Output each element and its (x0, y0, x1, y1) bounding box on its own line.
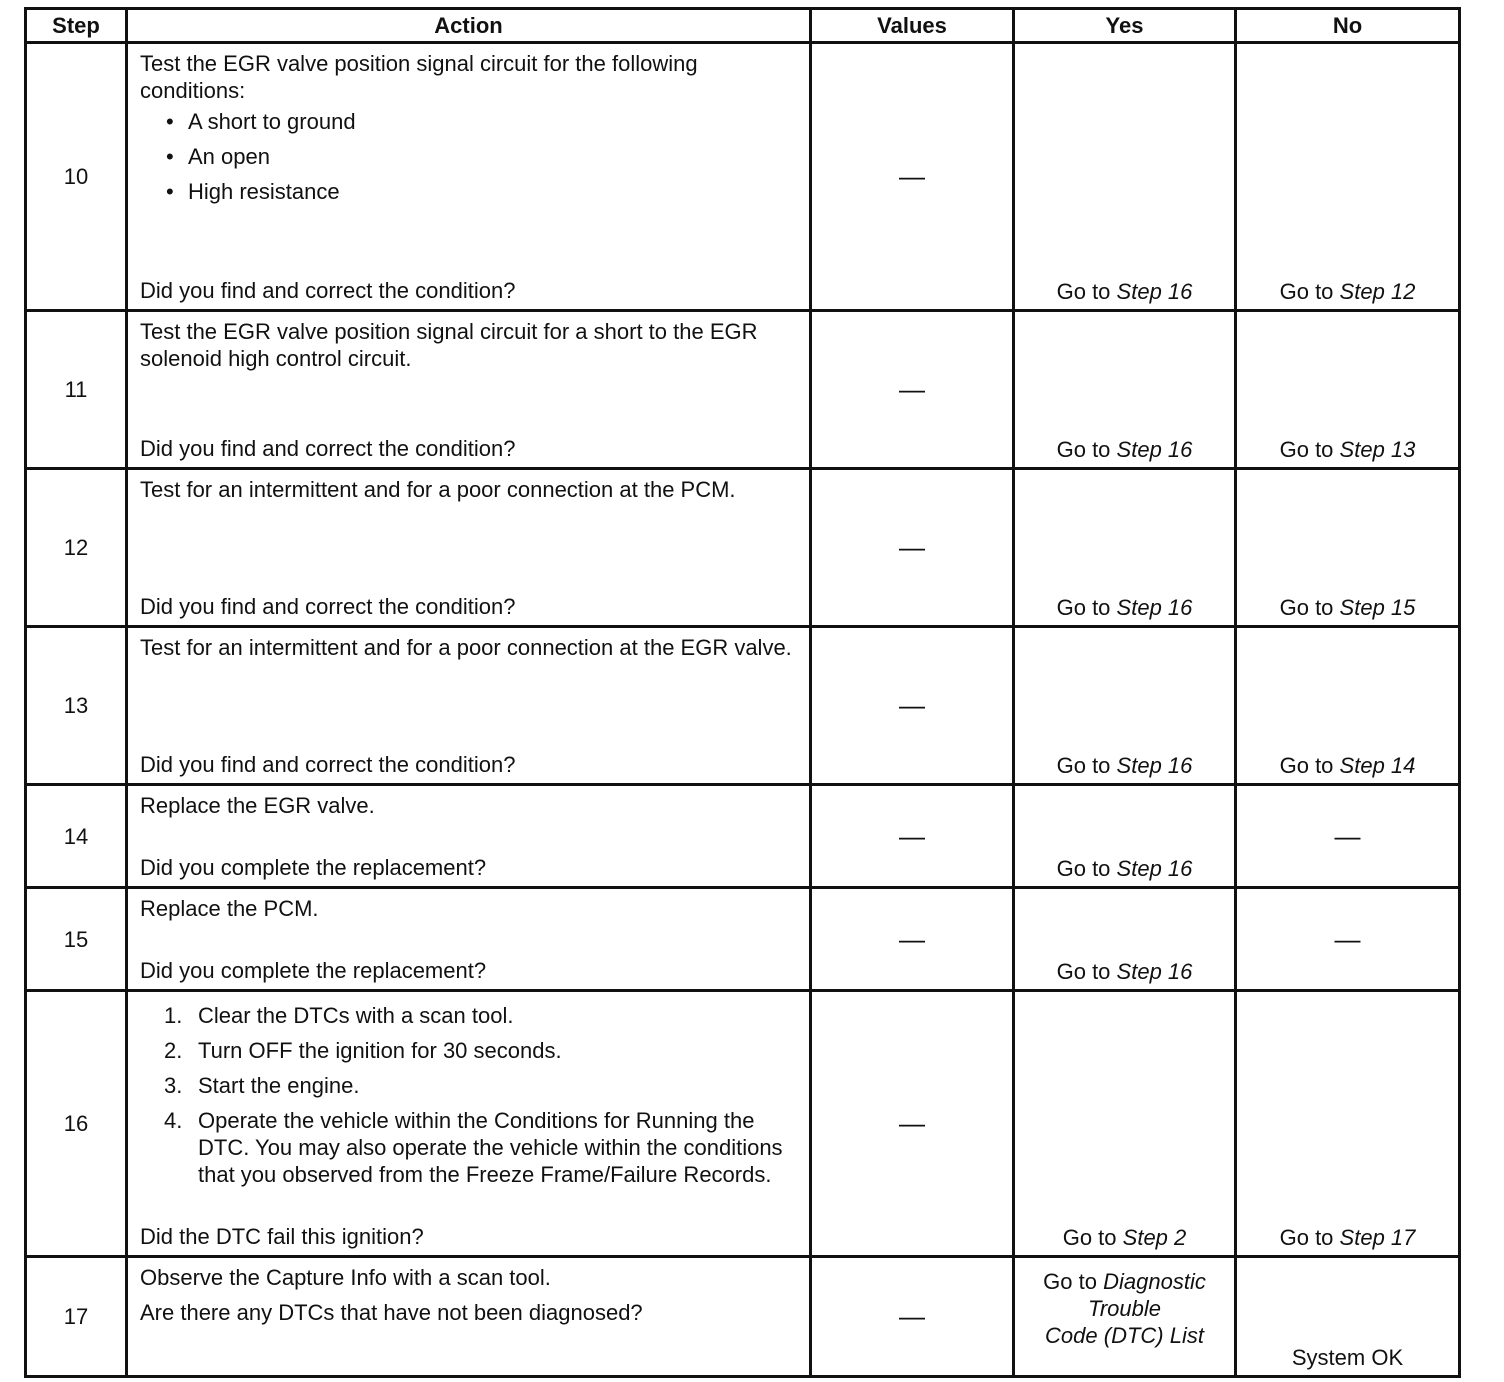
list-number: 1. (164, 1003, 183, 1028)
values-cell: — (811, 627, 1014, 785)
table-row-step-12 (26, 469, 1460, 627)
step-number: 13 (26, 627, 127, 785)
action-cell (127, 1257, 811, 1377)
action-cell (127, 469, 811, 627)
list-item (164, 1002, 799, 1029)
values-cell: — (811, 311, 1014, 469)
yes-cell (1014, 627, 1236, 785)
table-row-step-16 (26, 991, 1460, 1257)
goto-prefix: Go to (1279, 437, 1334, 462)
values-cell: — (811, 991, 1014, 1257)
step-link[interactable]: Step 15 (1339, 595, 1416, 620)
header-row (26, 9, 1460, 43)
action-cell (127, 311, 811, 469)
values-cell: — (811, 43, 1014, 311)
list-item (164, 1037, 799, 1064)
values-cell: — (811, 1257, 1014, 1377)
action-question: Did you find and correct the condition? (140, 752, 516, 777)
values-cell: — (811, 888, 1014, 991)
no-cell: — (1236, 888, 1460, 991)
action-cell (127, 43, 811, 311)
goto-prefix: Go to (1062, 1225, 1117, 1250)
goto-prefix: Go to (1056, 595, 1111, 620)
action-question: Are there any DTCs that have not been diagnosed? (140, 1300, 643, 1325)
action-text: Observe the Capture Info with a scan tool. (140, 1265, 551, 1290)
yes-cell (1014, 785, 1236, 888)
list-item: • High resistance (166, 178, 799, 205)
header-no: No (1236, 9, 1460, 43)
yes-cell (1014, 43, 1236, 311)
yes-cell (1014, 311, 1236, 469)
table-row-step-15 (26, 888, 1460, 991)
list-item: • A short to ground (166, 108, 799, 135)
no-cell (1236, 43, 1460, 311)
step-number: 17 (26, 1257, 127, 1377)
no-cell (1236, 311, 1460, 469)
no-cell: System OK (1236, 1257, 1460, 1377)
list-text: Start the engine. (198, 1073, 360, 1098)
yes-cell (1014, 991, 1236, 1257)
table-row-step-17 (26, 1257, 1460, 1377)
step-number: 15 (26, 888, 127, 991)
list-number: 2. (164, 1038, 183, 1063)
action-question: Did you complete the replacement? (140, 855, 487, 880)
step-number: 10 (26, 43, 127, 311)
action-text: Test the EGR valve position signal circuit for a short to the EGR solenoid high control circuit. (140, 319, 758, 371)
list-item: • An open (166, 143, 799, 170)
step-number: 12 (26, 469, 127, 627)
values-cell: — (811, 785, 1014, 888)
header-values: Values (811, 9, 1014, 43)
goto-prefix: Go to (1279, 753, 1334, 778)
list-number: 4. (164, 1108, 183, 1133)
dtc-list-link[interactable]: Diagnostic (1103, 1269, 1206, 1294)
values-cell: — (811, 469, 1014, 627)
goto-prefix: Go to (1056, 437, 1111, 462)
step-link[interactable]: Step 16 (1116, 437, 1193, 462)
action-text: Test for an intermittent and for a poor connection at the EGR valve. (140, 635, 792, 660)
procedure-list (140, 1002, 799, 1188)
action-question: Did you find and correct the condition? (140, 278, 516, 303)
action-question: Did you find and correct the condition? (140, 436, 516, 461)
step-link[interactable]: Step 17 (1339, 1225, 1416, 1250)
step-number: 16 (26, 991, 127, 1257)
action-text: Test for an intermittent and for a poor connection at the PCM. (140, 477, 736, 502)
yes-cell (1014, 1257, 1236, 1377)
table-row-step-11 (26, 311, 1460, 469)
action-question: Did you find and correct the condition? (140, 594, 516, 619)
no-cell (1236, 991, 1460, 1257)
action-cell (127, 627, 811, 785)
goto-prefix: Go to (1056, 279, 1111, 304)
step-link[interactable]: Step 14 (1339, 753, 1416, 778)
list-text: Operate the vehicle within the Conditions for Running the DTC. You may also operate the vehicle within the conditions that you observed from the Freeze Frame/Failure Records. (198, 1108, 783, 1187)
goto-prefix: Go to (1056, 959, 1111, 984)
goto-prefix: Go to (1056, 753, 1111, 778)
list-item (164, 1107, 799, 1188)
header-action: Action (127, 9, 811, 43)
goto-prefix: Go to (1279, 1225, 1334, 1250)
action-text: Replace the PCM. (140, 896, 319, 921)
step-link[interactable]: Step 2 (1122, 1225, 1187, 1250)
step-link[interactable]: Step 16 (1116, 959, 1193, 984)
header-step: Step (26, 9, 127, 43)
list-item (164, 1072, 799, 1099)
step-link[interactable]: Step 12 (1339, 279, 1416, 304)
action-question: Did you complete the replacement? (140, 958, 487, 983)
dtc-list-link[interactable]: Trouble (1088, 1296, 1161, 1321)
step-link[interactable]: Step 16 (1116, 595, 1193, 620)
step-link[interactable]: Step 16 (1116, 753, 1193, 778)
list-text: Turn OFF the ignition for 30 seconds. (198, 1038, 562, 1063)
step-link[interactable]: Step 16 (1116, 856, 1193, 881)
table-row-step-13 (26, 627, 1460, 785)
goto-prefix: Go to (1056, 856, 1111, 881)
no-cell (1236, 469, 1460, 627)
yes-cell (1014, 469, 1236, 627)
goto-prefix: Go to (1279, 279, 1334, 304)
step-number: 11 (26, 311, 127, 469)
step-link[interactable]: Step 13 (1339, 437, 1416, 462)
goto-prefix: Go to (1279, 595, 1334, 620)
table-row-step-10 (26, 43, 1460, 311)
list-text: Clear the DTCs with a scan tool. (198, 1003, 514, 1028)
goto-prefix: Go to (1043, 1269, 1097, 1294)
action-cell (127, 991, 811, 1257)
no-cell (1236, 627, 1460, 785)
list-number: 3. (164, 1073, 183, 1098)
condition-list (140, 108, 799, 205)
action-text: Replace the EGR valve. (140, 793, 375, 818)
diagnostic-table (24, 7, 1461, 1378)
step-number: 14 (26, 785, 127, 888)
action-cell (127, 785, 811, 888)
header-yes: Yes (1014, 9, 1236, 43)
no-cell: — (1236, 785, 1460, 888)
action-cell (127, 888, 811, 991)
step-link[interactable]: Step 16 (1116, 279, 1193, 304)
yes-cell (1014, 888, 1236, 991)
table-row-step-14 (26, 785, 1460, 888)
dtc-list-link[interactable]: Code (DTC) List (1045, 1323, 1204, 1348)
diagnostic-table-container (24, 7, 1458, 1378)
action-question: Did the DTC fail this ignition? (140, 1224, 424, 1249)
action-text: Test the EGR valve position signal circuit for the following conditions: (140, 51, 698, 103)
